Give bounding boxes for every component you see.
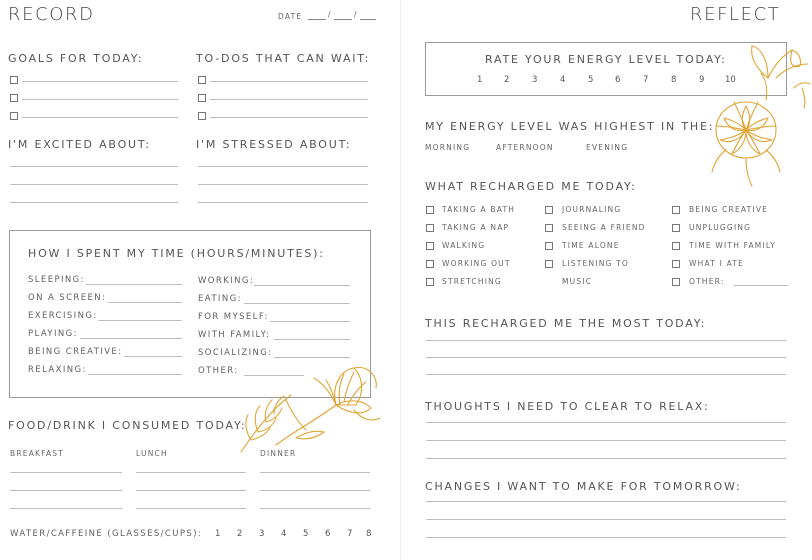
time-entry-line[interactable] — [86, 284, 182, 285]
meal-label-lunch: LUNCH — [136, 449, 168, 458]
time-entry-line[interactable] — [274, 339, 350, 340]
meal-line[interactable] — [136, 472, 246, 473]
time-label: OTHER: — [198, 366, 239, 376]
time-label: FOR MYSELF: — [198, 312, 269, 322]
time-entry-line[interactable] — [270, 321, 350, 322]
water-number[interactable]: 7 — [347, 529, 353, 539]
most-recharged-line[interactable] — [426, 374, 786, 375]
changes-heading: CHANGES I WANT TO MAKE FOR TOMORROW: — [425, 480, 742, 493]
recharge-checkbox[interactable] — [672, 278, 680, 286]
thoughts-heading: THOUGHTS I NEED TO CLEAR TO RELAX: — [425, 400, 710, 413]
excited-heading: I'M EXCITED ABOUT: — [8, 138, 151, 151]
energy-number[interactable]: 4 — [560, 75, 566, 85]
recharge-option: OTHER: — [689, 277, 725, 286]
time-label: SOCIALIZING: — [198, 348, 273, 358]
excited-line[interactable] — [10, 166, 178, 167]
recharge-option: WHAT I ATE — [689, 259, 745, 268]
changes-line[interactable] — [426, 519, 786, 520]
recharge-checkbox[interactable] — [545, 260, 553, 268]
changes-line[interactable] — [426, 537, 786, 538]
water-number[interactable]: 1 — [215, 529, 221, 539]
most-recharged-line[interactable] — [426, 340, 786, 341]
recharge-checkbox[interactable] — [545, 224, 553, 232]
date-label: DATE — [278, 12, 303, 21]
meal-line[interactable] — [260, 508, 370, 509]
time-label: WITH FAMILY: — [198, 330, 271, 340]
time-heading: HOW I SPENT MY TIME (HOURS/MINUTES): — [28, 247, 325, 260]
water-label: WATER/CAFFEINE (GLASSES/CUPS): — [10, 529, 203, 539]
recharge-option: TAKING A NAP — [442, 223, 510, 232]
recharge-option: TAKING A BATH — [442, 205, 516, 214]
thoughts-line[interactable] — [426, 422, 786, 423]
recharge-checkbox[interactable] — [426, 260, 434, 268]
time-entry-line[interactable] — [254, 285, 350, 286]
excited-line[interactable] — [10, 202, 178, 203]
recharge-option: UNPLUGGING — [689, 223, 752, 232]
water-number[interactable]: 3 — [259, 529, 265, 539]
recharge-option: JOURNALING — [562, 205, 622, 214]
time-label: ON A SCREEN: — [28, 293, 107, 303]
recharge-checkbox[interactable] — [426, 206, 434, 214]
date-year-field[interactable] — [360, 19, 376, 20]
chrysanthemum-flower-illustration — [706, 38, 810, 198]
time-label: EXERCISING: — [28, 311, 98, 321]
changes-line[interactable] — [426, 501, 786, 502]
todo-checkbox[interactable] — [198, 112, 206, 120]
time-of-day-afternoon[interactable]: AFTERNOON — [496, 143, 554, 152]
time-label: SLEEPING: — [28, 275, 85, 285]
recharge-option: TIME WITH FAMILY — [689, 241, 777, 250]
goal-line[interactable] — [22, 117, 178, 118]
time-entry-line[interactable] — [98, 320, 182, 321]
energy-number[interactable]: 5 — [588, 75, 594, 85]
todo-line[interactable] — [210, 117, 368, 118]
most-recharged-line[interactable] — [426, 357, 786, 358]
recharge-option: TIME ALONE — [562, 241, 620, 250]
page-title-record: RECORD — [8, 4, 95, 25]
todo-checkbox[interactable] — [198, 76, 206, 84]
page-title-reflect: REFLECT — [690, 4, 781, 25]
energy-number[interactable]: 7 — [643, 75, 649, 85]
time-entry-line[interactable] — [244, 303, 350, 304]
recharge-option: STRETCHING — [442, 277, 502, 286]
water-number[interactable]: 8 — [366, 529, 372, 539]
todos-heading: TO-DOS THAT CAN WAIT: — [196, 52, 371, 65]
highest-energy-heading: MY ENERGY LEVEL WAS HIGHEST IN THE: — [425, 120, 715, 133]
meal-line[interactable] — [10, 490, 122, 491]
recharge-option: WORKING OUT — [442, 259, 511, 268]
energy-number[interactable]: 10 — [725, 75, 736, 85]
protea-flower-illustration — [236, 360, 386, 455]
date-separator: / — [328, 10, 332, 19]
recharge-checkbox[interactable] — [672, 242, 680, 250]
time-entry-line[interactable] — [124, 356, 182, 357]
energy-number[interactable]: 3 — [532, 75, 538, 85]
recharge-checkbox[interactable] — [426, 224, 434, 232]
goal-checkbox[interactable] — [10, 76, 18, 84]
recharge-option: BEING CREATIVE — [689, 205, 769, 214]
goals-heading: GOALS FOR TODAY: — [8, 52, 144, 65]
todo-line[interactable] — [210, 99, 368, 100]
date-month-field[interactable] — [308, 19, 326, 20]
meal-line[interactable] — [260, 472, 370, 473]
date-separator: / — [354, 10, 358, 19]
food-heading: FOOD/DRINK I CONSUMED TODAY: — [8, 419, 247, 432]
recharge-checkbox[interactable] — [545, 242, 553, 250]
time-of-day-morning[interactable]: MORNING — [425, 143, 471, 152]
energy-number[interactable]: 1 — [477, 75, 483, 85]
time-entry-line[interactable] — [88, 374, 182, 375]
stressed-heading: I'M STRESSED ABOUT: — [196, 138, 352, 151]
stressed-line[interactable] — [198, 202, 368, 203]
recharge-option: SEEING A FRIEND — [562, 223, 646, 232]
thoughts-line[interactable] — [426, 440, 786, 441]
recharge-option: WALKING — [442, 241, 486, 250]
energy-number[interactable]: 9 — [699, 75, 705, 85]
time-label: EATING: — [198, 294, 242, 304]
water-number[interactable]: 5 — [303, 529, 309, 539]
meal-label-dinner: DINNER — [260, 449, 297, 458]
recharge-checkbox[interactable] — [672, 224, 680, 232]
most-recharged-heading: THIS RECHARGED ME THE MOST TODAY: — [425, 317, 707, 330]
todo-checkbox[interactable] — [198, 94, 206, 102]
recharge-checkbox[interactable] — [545, 206, 553, 214]
time-label: BEING CREATIVE: — [28, 347, 123, 357]
time-label: PLAYING: — [28, 329, 78, 339]
recharge-checkbox[interactable] — [426, 278, 434, 286]
meal-line[interactable] — [10, 508, 122, 509]
thoughts-line[interactable] — [426, 458, 786, 459]
recharge-checkbox[interactable] — [672, 260, 680, 268]
meal-line[interactable] — [136, 508, 246, 509]
water-number[interactable]: 2 — [237, 529, 243, 539]
meal-label-breakfast: BREAKFAST — [10, 449, 65, 458]
time-entry-line[interactable] — [80, 338, 182, 339]
time-label: RELAXING: — [28, 365, 87, 375]
water-number[interactable]: 6 — [325, 529, 331, 539]
goal-line[interactable] — [22, 99, 178, 100]
meal-line[interactable] — [136, 490, 246, 491]
recharge-checkbox[interactable] — [426, 242, 434, 250]
energy-number[interactable]: 6 — [615, 75, 621, 85]
meal-line[interactable] — [10, 472, 122, 473]
water-number[interactable]: 4 — [281, 529, 287, 539]
meal-line[interactable] — [260, 490, 370, 491]
stressed-line[interactable] — [198, 184, 368, 185]
recharge-checkbox[interactable] — [672, 206, 680, 214]
goal-line[interactable] — [22, 81, 178, 82]
time-of-day-evening[interactable]: EVENING — [586, 143, 629, 152]
energy-number[interactable]: 2 — [504, 75, 510, 85]
time-label: WORKING: — [198, 276, 255, 286]
recharge-other-line[interactable] — [734, 285, 788, 286]
excited-line[interactable] — [10, 184, 178, 185]
recharge-option: MUSIC — [562, 277, 593, 286]
time-entry-line[interactable] — [108, 302, 182, 303]
energy-heading: RATE YOUR ENERGY LEVEL TODAY: — [485, 53, 727, 66]
page-gutter — [400, 0, 401, 560]
goal-checkbox[interactable] — [10, 112, 18, 120]
stressed-line[interactable] — [198, 166, 368, 167]
recharged-heading: WHAT RECHARGED ME TODAY: — [425, 180, 637, 193]
todo-line[interactable] — [210, 81, 368, 82]
recharge-option: LISTENING TO — [562, 259, 629, 268]
energy-number[interactable]: 8 — [671, 75, 677, 85]
date-day-field[interactable] — [334, 19, 352, 20]
time-entry-line[interactable] — [274, 357, 350, 358]
goal-checkbox[interactable] — [10, 94, 18, 102]
